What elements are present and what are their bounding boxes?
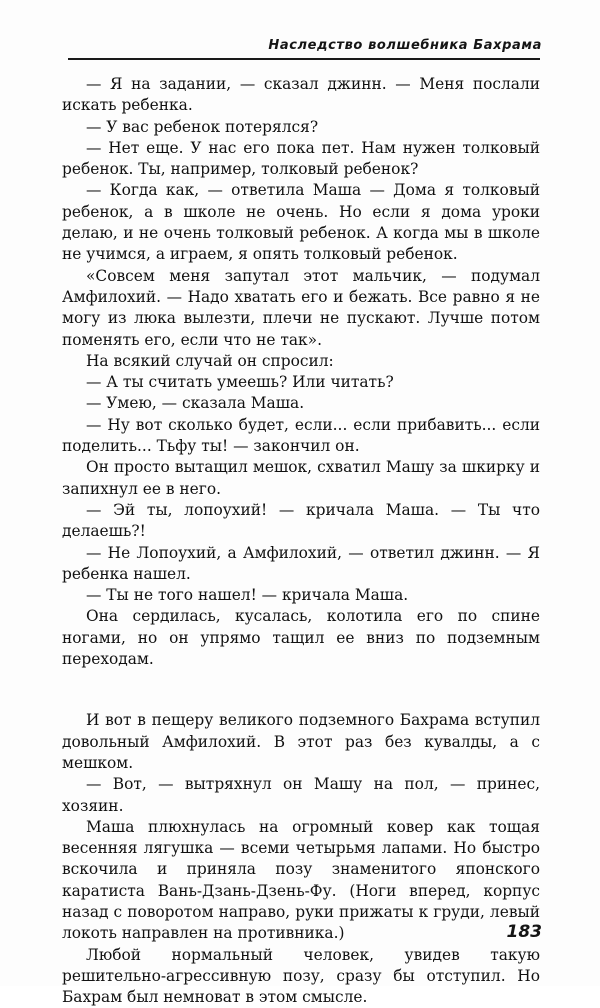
- paragraph: Он просто вытащил мешок, схватил Машу за шкирку и запихнул ее в него.: [62, 458, 540, 498]
- paragraph: — Не Лопоухий, а Амфилохий, — ответил джинн. — Я ребенка нашел.: [62, 543, 540, 583]
- paragraph: — Нет еще. У нас его пока пет. Нам нужен толковый ребенок. Ты, например, толковый ребенок?: [62, 138, 540, 179]
- paragraph: — У вас ребенок потерялся?: [86, 117, 319, 136]
- paragraph: — Эй ты, лопоухий! — кричала Маша. — Ты что делаешь?!: [62, 500, 540, 541]
- paragraph: На всякий случай он спросил:: [86, 351, 334, 370]
- paragraph: Она сердилась, кусалась, колотила его по спине ногами, но он упрямо тащил ее вниз по подземным переходам.: [62, 607, 540, 669]
- paragraph: — Когда как, — ответила Маша — Дома я толковый ребенок, а в школе не очень. Но если я дома уроки делаю, и не очень толковый ребенок. А когда мы в школе не учимся, а играем, я опять толковый ребенок.: [62, 181, 540, 264]
- paragraph: — Вот, — вытряхнул он Машу на пол, — принес, хозяин.: [62, 775, 540, 815]
- paragraph: — Я на задании, — сказал джинн. — Меня послали искать ребенка.: [62, 75, 540, 115]
- paragraph: — А ты считать умеешь? Или читать?: [86, 373, 394, 392]
- paragraph: Маша плюхнулась на огромный ковер как тощая весенняя лягушка — всеми четырьмя лапами. Но быстро вскочила и приняла позу знаменитого японского каратиста Вань-Дзань-Дзень-Фу. (Ноги вперед, корпус назад с поворотом направо, руки прижаты к груди, левый локоть направлен на противника.): [62, 817, 540, 943]
- section-break: [62, 670, 540, 710]
- running-header-title: Наследство волшебника Бахрама: [268, 38, 542, 53]
- page-number: 183: [506, 922, 542, 942]
- header-rule: [68, 58, 540, 60]
- paragraph: Любой нормальный человек, увидев такую решительно-агрессивную позу, сразу бы отступил. Но Бахрам был немноват в этом смысле.: [62, 945, 540, 1007]
- paragraph: — Ты не того нашел! — кричала Маша.: [86, 586, 409, 605]
- paragraph: «Совсем меня запутал этот мальчик, — подумал Амфилохий. — Надо хватать его и бежать. Все равно я не могу из люка вылезти, плечи не пускают. Лучше потом поменять его, если что не так».: [62, 266, 540, 349]
- body-text: [62, 74, 540, 1008]
- paragraph: И вот в пещеру великого подземного Бахрама вступил довольный Амфилохий. В этот раз без кувалды, а с мешком.: [62, 711, 540, 772]
- paragraph: — Умею, — сказала Маша.: [86, 394, 305, 413]
- paragraph: — Ну вот сколько будет, если... если прибавить... если поделить... Тьфу ты! — закончил он.: [62, 415, 540, 456]
